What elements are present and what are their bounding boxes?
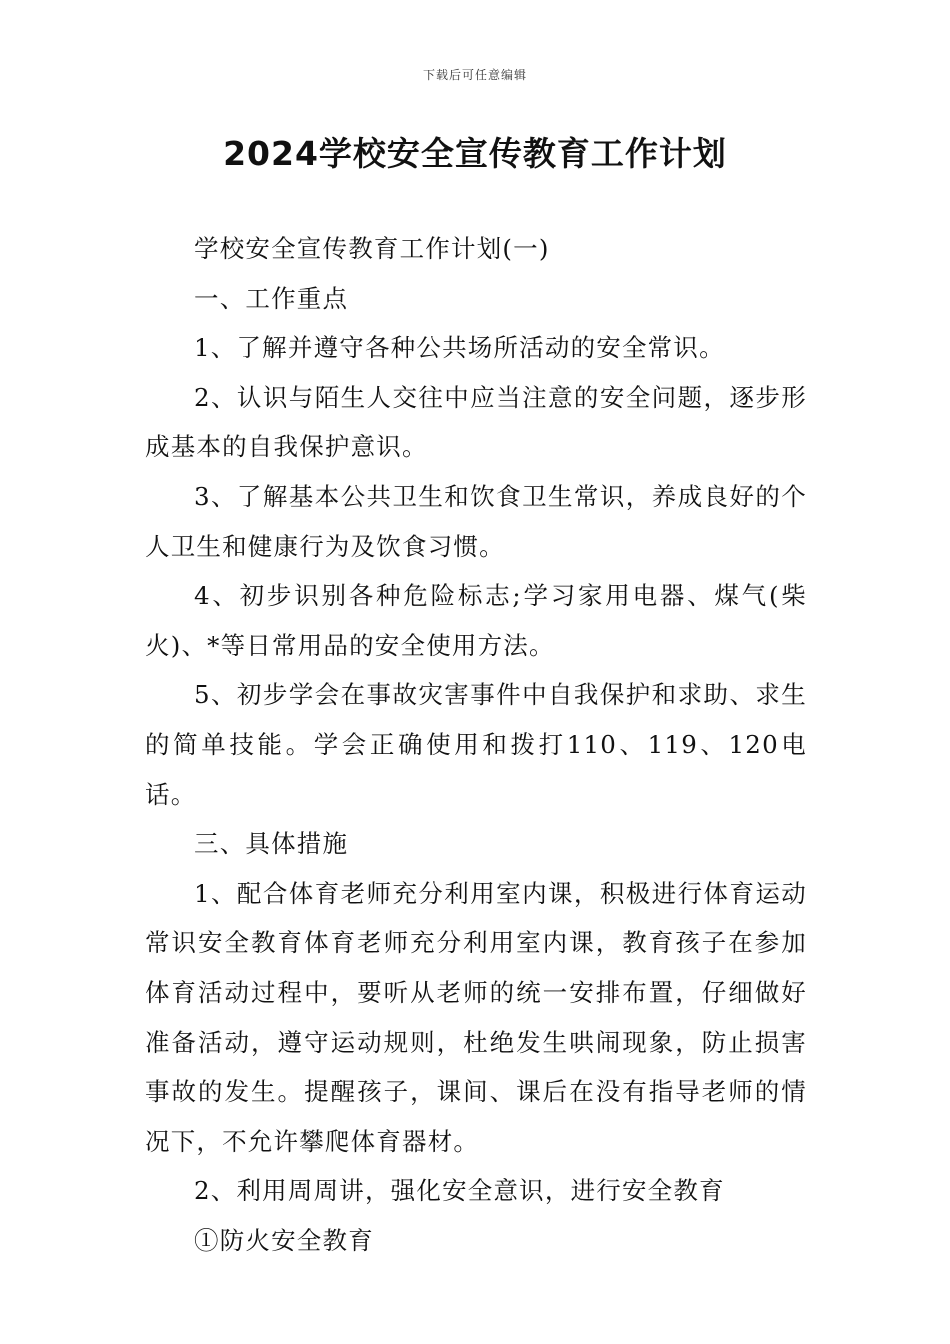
- paragraph-item-1: 1、了解并遵守各种公共场所活动的安全常识。: [194, 333, 725, 363]
- paragraph-focus-heading: 一、工作重点: [194, 283, 349, 313]
- document-body: [145, 224, 807, 1265]
- document-title: 2024学校安全宣传教育工作计划: [223, 134, 727, 173]
- paragraph-item-5: 5、初步学会在事故灾害事件中自我保护和求助、求生的简单技能。学会正确使用和拨打110、119、120电话。: [145, 680, 807, 809]
- paragraph-measures-heading: 三、具体措施: [194, 829, 349, 859]
- paragraph-item-2: 2、认识与陌生人交往中应当注意的安全问题，逐步形成基本的自我保护意识。: [145, 382, 807, 462]
- paragraph-fire-safety: ①防火安全教育: [194, 1225, 374, 1255]
- header-note: 下载后可任意编辑: [422, 68, 527, 82]
- paragraph-item-3: 3、了解基本公共卫生和饮食卫生常识，养成良好的个人卫生和健康行为及饮食习惯。: [145, 481, 807, 561]
- paragraph-section-heading: 学校安全宣传教育工作计划(一): [194, 234, 550, 263]
- paragraph-measure-2: 2、利用周周讲，强化安全意识，进行安全教育: [194, 1176, 725, 1206]
- paragraph-item-4: 4、初步识别各种危险标志;学习家用电器、煤气(柴火)、*等日常用品的安全使用方法。: [145, 581, 807, 660]
- paragraph-measure-1: 1、配合体育老师充分利用室内课，积极进行体育运动常识安全教育体育老师充分利用室内课，教育孩子在参加体育活动过程中，要听从老师的统一安排布置，仔细做好准备活动，遵守运动规则，杜绝发生哄闹现象，防止损害事故的发生。提醒孩子，课间、课后在没有指导老师的情况下，不允许攀爬体育器材。: [145, 878, 807, 1156]
